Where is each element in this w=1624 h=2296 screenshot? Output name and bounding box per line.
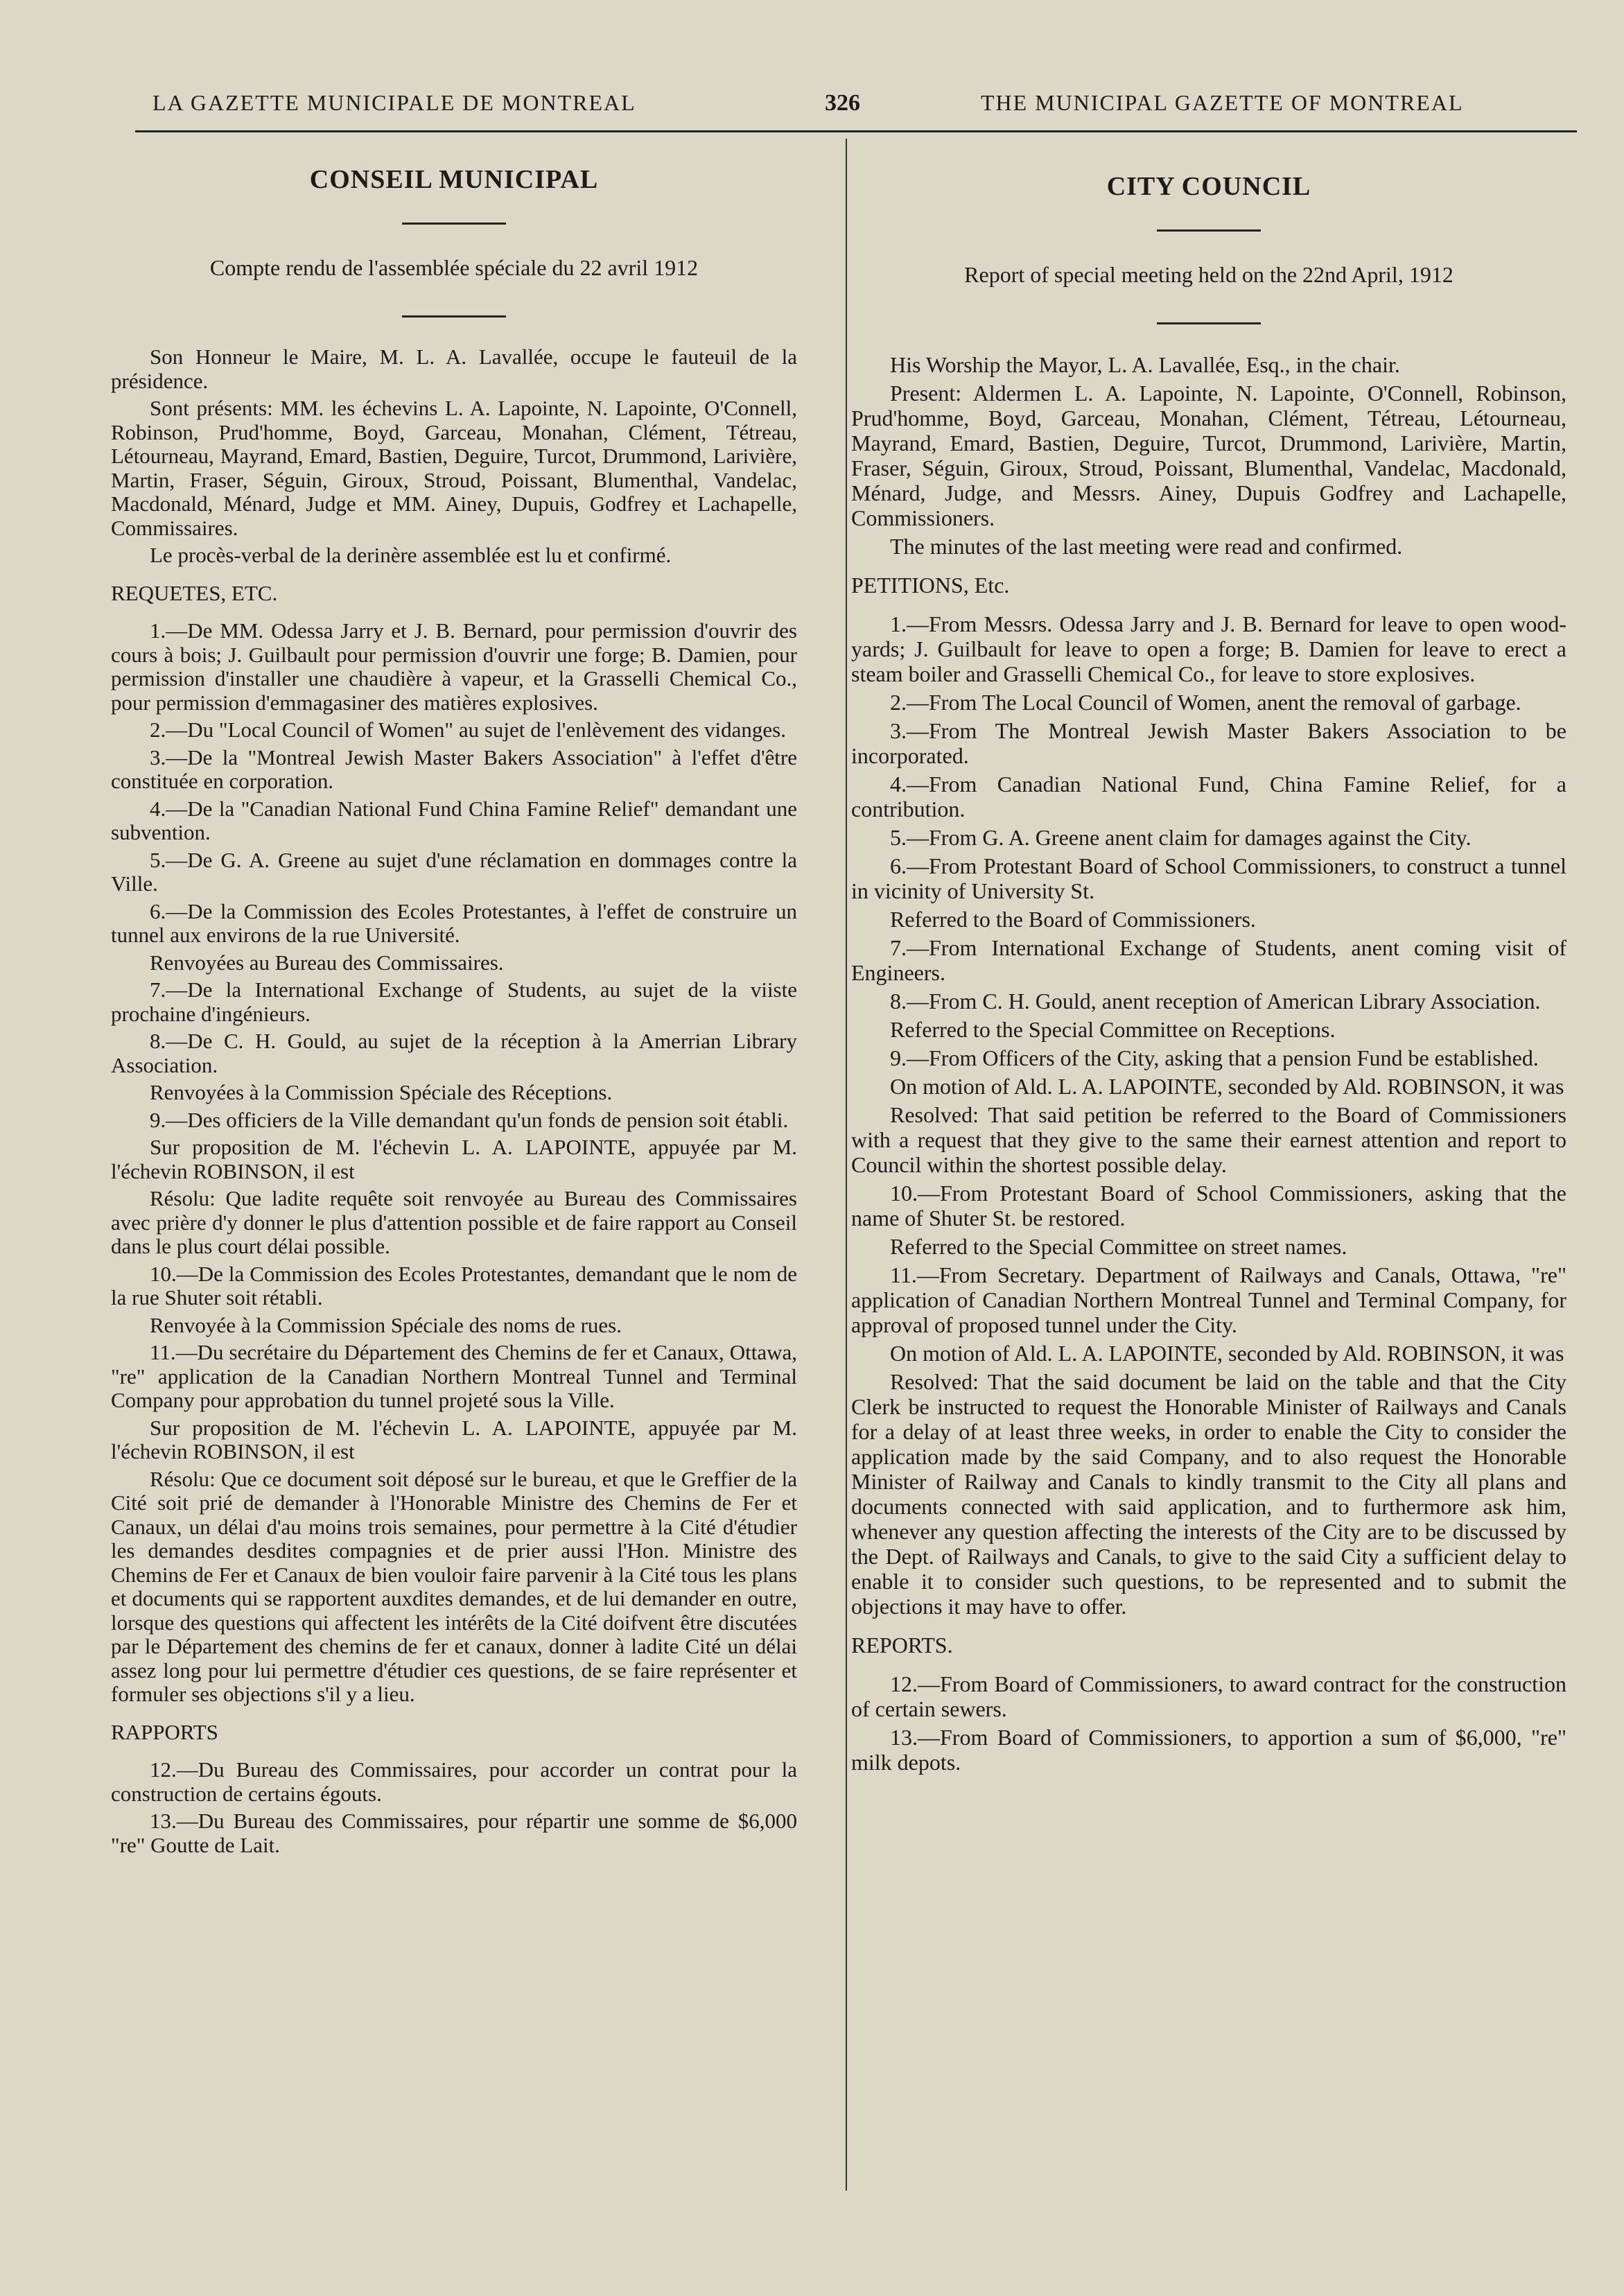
running-header [139,90,1566,132]
french-column-title: CONSEIL MUNICIPAL [309,165,599,194]
paragraph: 13.—Du Bureau des Commissaires, pour répartir une somme de $6,000 "re" Goutte de Lait. [111,1809,797,1857]
header-french-title: LA GAZETTE MUNICIPALE DE MONTREAL [152,90,636,115]
paragraph: 11.—From Secretary. Department of Railways and Canals, Ottawa, "re" application of Canadian Northern Montreal Tunnel and Terminal Company, for approval of proposed tunnel under the City. [851,1262,1566,1337]
subtitle-rule [1157,322,1261,324]
title-rule [402,223,506,225]
paragraph: On motion of Ald. L. A. LAPOINTE, seconded by Ald. ROBINSON, it was [890,1074,1564,1099]
paragraph: Sont présents: MM. les échevins L. A. Lapointe, N. Lapointe, O'Connell, Robinson, Prud'homme, Boyd, Garceau, Monahan, Clément, Tétreau, Létourneau, Mayrand, Emard, Bastien, Deguire, Turcot, Drummond, Larivière, Martin, Fraser, Séguin, Giroux, Stroud, Poissant, Blumenthal, Vandelac, Macdonald, Ménard, Judge et MM. Ainey, Dupuis, Godfrey et Lachapelle, Commissaires. [111,396,797,540]
english-subtitle: Report of special meeting held on the 22nd April, 1912 [964,262,1453,287]
paragraph: Sur proposition de M. l'échevin L. A. LAPOINTE, appuyée par M. l'échevin ROBINSON, il est [111,1415,797,1463]
paragraph: 1.—De MM. Odessa Jarry et J. B. Bernard, pour permission d'ouvrir des cours à bois; J. Guilbault pour permission d'ouvrir une forge; B. Damien, pour permission d'installer une chaudière à vapeur, et la Grasselli Chemical Co., pour permission d'emmagasiner des matières explosives. [111,618,797,715]
paragraph: 2.—From The Local Council of Women, anent the removal of garbage. [890,690,1521,715]
paragraph: Renvoyées au Bureau des Commissaires. [150,950,504,975]
paragraph: Present: Aldermen L. A. Lapointe, N. Lapointe, O'Connell, Robinson, Prud'homme, Boyd, Garceau, Monahan, Clément, Tétreau, Létourneau, Mayrand, Emard, Bastien, Deguire, Turcot, Drummond, Larivière, Martin, Fraser, Séguin, Giroux, Stroud, Poissant, Blumenthal, Vandelac, Macdonald, Ménard, Judge, and Messrs. Ainey, Dupuis Godfrey and Lachapelle, Commissioners. [851,381,1566,530]
paragraph: Referred to the Board of Commissioners. [890,907,1256,932]
section-heading: REPORTS. [851,1633,953,1658]
paragraph: 8.—De C. H. Gould, au sujet de la réception à la Amerrian Library Association. [111,1029,797,1077]
paragraph: Son Honneur le Maire, M. L. A. Lavallée, occupe le fauteuil de la présidence. [111,345,797,393]
english-column-title: CITY COUNCIL [1106,172,1311,201]
paragraph: Résolu: Que ladite requête soit renvoyée au Bureau des Commissaires avec prière d'y donner le plus d'attention possible et de faire rapport au Conseil dans le plus court délai possible. [111,1186,797,1258]
paragraph: Sur proposition de M. l'échevin L. A. LAPOINTE, appuyée par M. l'échevin ROBINSON, il est [111,1135,797,1183]
paragraph: 2.—Du "Local Council of Women" au sujet de l'enlèvement des vidanges. [150,718,786,742]
paragraph: 11.—Du secrétaire du Département des Chemins de fer et Canaux, Ottawa, "re" application de la Canadian Northern Montreal Tunnel and Terminal Company pour approbation du tunnel projeté sous la Ville. [111,1340,797,1412]
paragraph: 12.—From Board of Commissioners, to award contract for the construction of certain sewers. [851,1671,1566,1721]
french-subtitle: Compte rendu de l'assemblée spéciale du 22 avril 1912 [209,255,699,280]
english-body [851,352,1566,1775]
paragraph: Referred to the Special Committee on Receptions. [890,1017,1336,1042]
subtitle-rule [402,315,506,318]
paragraph: 13.—From Board of Commissioners, to apportion a sum of $6,000, "re" milk depots. [851,1725,1566,1775]
header-english-title: THE MUNICIPAL GAZETTE OF MONTREAL [981,90,1464,115]
paragraph: 6.—De la Commission des Ecoles Protestantes, à l'effet de construire un tunnel aux environs de la rue Université. [111,898,797,947]
paragraph: 6.—From Protestant Board of School Commissioners, to construct a tunnel in vicinity of University St. [851,853,1566,903]
paragraph: 4.—De la "Canadian National Fund China Famine Relief" demandant une subvention. [111,796,797,844]
paragraph: 5.—De G. A. Greene au sujet d'une réclamation en dommages contre la Ville. [111,847,797,896]
page-number: 326 [825,90,860,116]
paragraph: Renvoyées à la Commission Spéciale des Réceptions. [150,1080,613,1104]
french-body [111,345,797,1857]
column-divider [846,139,847,2191]
paragraph: Resolved: That said petition be referred to the Board of Commissioners with a request that they give to the same their earnest attention and report to Council within the shortest possible delay. [851,1102,1566,1177]
paragraph: 5.—From G. A. Greene anent claim for damages against the City. [890,825,1472,850]
paragraph: On motion of Ald. L. A. LAPOINTE, seconded by Ald. ROBINSON, it was [890,1341,1564,1366]
paragraph: Referred to the Special Committee on street names. [890,1234,1347,1259]
french-column [111,156,797,1861]
section-heading: RAPPORTS [111,1719,218,1744]
english-column [851,156,1566,1778]
paragraph: 10.—De la Commission des Ecoles Protestantes, demandant que le nom de la rue Shuter soit rétabli. [111,1261,797,1310]
paragraph: Résolu: Que ce document soit déposé sur le bureau, et que le Greffier de la Cité soit prié de demander à l'Honorable Ministre des Chemins de Fer et Canaux, un délai d'au moins trois semaines, pour permettre à la Cité d'étudier les demandes desdites compagnies et de prier aussi l'Hon. Ministre des Chemins de Fer et Canaux de bien vouloir faire parvenir à la Cité tous les plans et documents qui se rapportent auxdites demandes, et de lui demander en outre, lorsque des questions qui affectent les intérêts de la Cité doifvent être discutées par le Département des chemins de fer et canaux, donner à ladite Cité un délai assez long pour lui permettre d'étudier ces questions, de se faire représenter et formuler ses objections s'il y a lieu. [111,1466,797,1706]
paragraph: Resolved: That the said document be laid on the table and that the City Clerk be instructed to request the Honorable Minister of Railways and Canals for a delay of at least three weeks, in order to enable the City to consider the application made by the said Company, and to also request the Honorable Minister of Railway and Canals to kindly transmit to the City all plans and documents connected with said application, and to furthermore ask him, whenever any question affecting the interests of the City are to be discussed by the Dept. of Railways and Canals, to give to the said City a sufficient delay to enable it to consider such questions, to be represented and to submit the objections it may have to offer. [851,1369,1566,1619]
paragraph: 1.—From Messrs. Odessa Jarry and J. B. Bernard for leave to open wood-yards; J. Guilbault for leave to open a forge; B. Damien for leave to erect a steam boiler and Grasselli Chemical Co., for leave to store explosives. [851,611,1566,686]
paragraph: 7.—From International Exchange of Students, anent coming visit of Engineers. [851,935,1566,985]
section-heading: PETITIONS, Etc. [851,573,1010,598]
paragraph: 3.—De la "Montreal Jewish Master Bakers Association" à l'effet d'être constituée en corporation. [111,745,797,793]
paragraph: 3.—From The Montreal Jewish Master Bakers Association to be incorporated. [851,718,1566,768]
paragraph: 4.—From Canadian National Fund, China Famine Relief, for a contribution. [851,772,1566,821]
header-rule [135,130,1577,132]
paragraph: The minutes of the last meeting were read and confirmed. [890,534,1403,559]
paragraph: 7.—De la International Exchange of Students, au sujet de la viiste prochaine d'ingénieurs. [111,977,797,1026]
paragraph: 12.—Du Bureau des Commissaires, pour accorder un contrat pour la construction de certains égouts. [111,1757,797,1806]
section-heading: REQUETES, ETC. [111,580,278,605]
paragraph: Renvoyée à la Commission Spéciale des noms de rues. [150,1312,622,1337]
paragraph: 9.—From Officers of the City, asking that a pension Fund be established. [890,1045,1539,1070]
title-rule [1157,229,1261,232]
paragraph: 9.—Des officiers de la Ville demandant qu'un fonds de pension soit établi. [150,1107,789,1132]
paragraph: 10.—From Protestant Board of School Commissioners, asking that the name of Shuter St. be restored. [851,1181,1566,1230]
paragraph: 8.—From C. H. Gould, anent reception of American Library Association. [890,989,1541,1014]
paragraph: Le procès-verbal de la derinère assemblée est lu et confirmé. [150,543,672,567]
paragraph: His Worship the Mayor, L. A. Lavallée, Esq., in the chair. [890,352,1400,377]
